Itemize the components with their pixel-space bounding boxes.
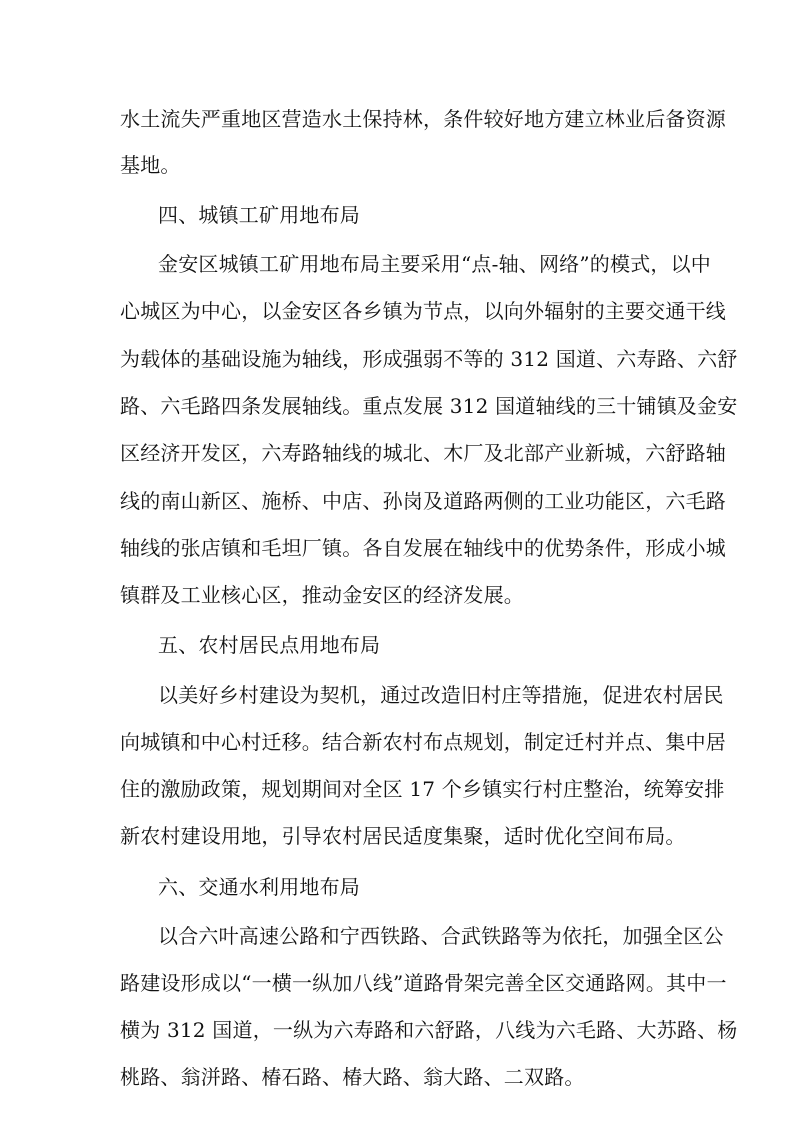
section-heading-text: 六、交通水利用地布局 — [158, 875, 360, 899]
text-line-content: 路、六毛路四条发展轴线。重点发展 312 国道轴线的三十铺镇及金安 — [120, 394, 738, 418]
text-line-content: 镇群及工业核心区，推动金安区的经济发展。 — [120, 583, 524, 607]
text-line-content: 线的南山新区、施桥、中店、孙岗及道路两侧的工业功能区，六毛路 — [120, 489, 726, 513]
text-line-content: 区经济开发区，六寿路轴线的城北、木厂及北部产业新城，六舒路轴 — [120, 441, 726, 465]
text-line-content: 心城区为中心，以金安区各乡镇为节点，以向外辐射的主要交通干线 — [120, 299, 726, 323]
text-line-content: 水土流失严重地区营造水土保持林，条件较好地方建立林业后备资源 — [120, 107, 726, 131]
text-line-content: 住的激励政策，规划期间对全区 17 个乡镇实行村庄整治，统筹安排 — [120, 777, 725, 801]
text-line-content: 以美好乡村建设为契机，通过改造旧村庄等措施，促进农村居民 — [158, 683, 724, 707]
text-line-content: 轴线的张店镇和毛坦厂镇。各自发展在轴线中的优势条件，形成小城 — [120, 536, 726, 560]
text-line-content: 金安区城镇工矿用地布局主要采用“点-轴、网络”的模式，以中 — [158, 252, 712, 276]
text-line-content: 基地。 — [120, 153, 181, 177]
text-line-content: 为载体的基础设施为轴线，形成强弱不等的 312 国道、六寿路、六舒 — [120, 347, 738, 371]
section-heading-text: 五、农村居民点用地布局 — [158, 633, 381, 657]
text-line-content: 桃路、翁洴路、椿石路、椿大路、翁大路、二双路。 — [120, 1065, 585, 1089]
text-line-content: 新农村建设用地，引导农村居民适度集聚，适时优化空间布局。 — [120, 824, 686, 848]
text-line-content: 路建设形成以“一横一纵加八线”道路骨架完善全区交通路网。其中一 — [120, 971, 727, 995]
text-line-content: 向城镇和中心村迁移。结合新农村布点规划，制定迁村并点、集中居 — [120, 730, 726, 754]
text-line-content: 以合六叶高速公路和宁西铁路、合武铁路等为依托，加强全区公 — [158, 924, 724, 948]
section-heading-text: 四、城镇工矿用地布局 — [158, 203, 360, 227]
text-line-content: 横为 312 国道，一纵为六寿路和六舒路，八线为六毛路、大苏路、杨 — [120, 1018, 738, 1042]
